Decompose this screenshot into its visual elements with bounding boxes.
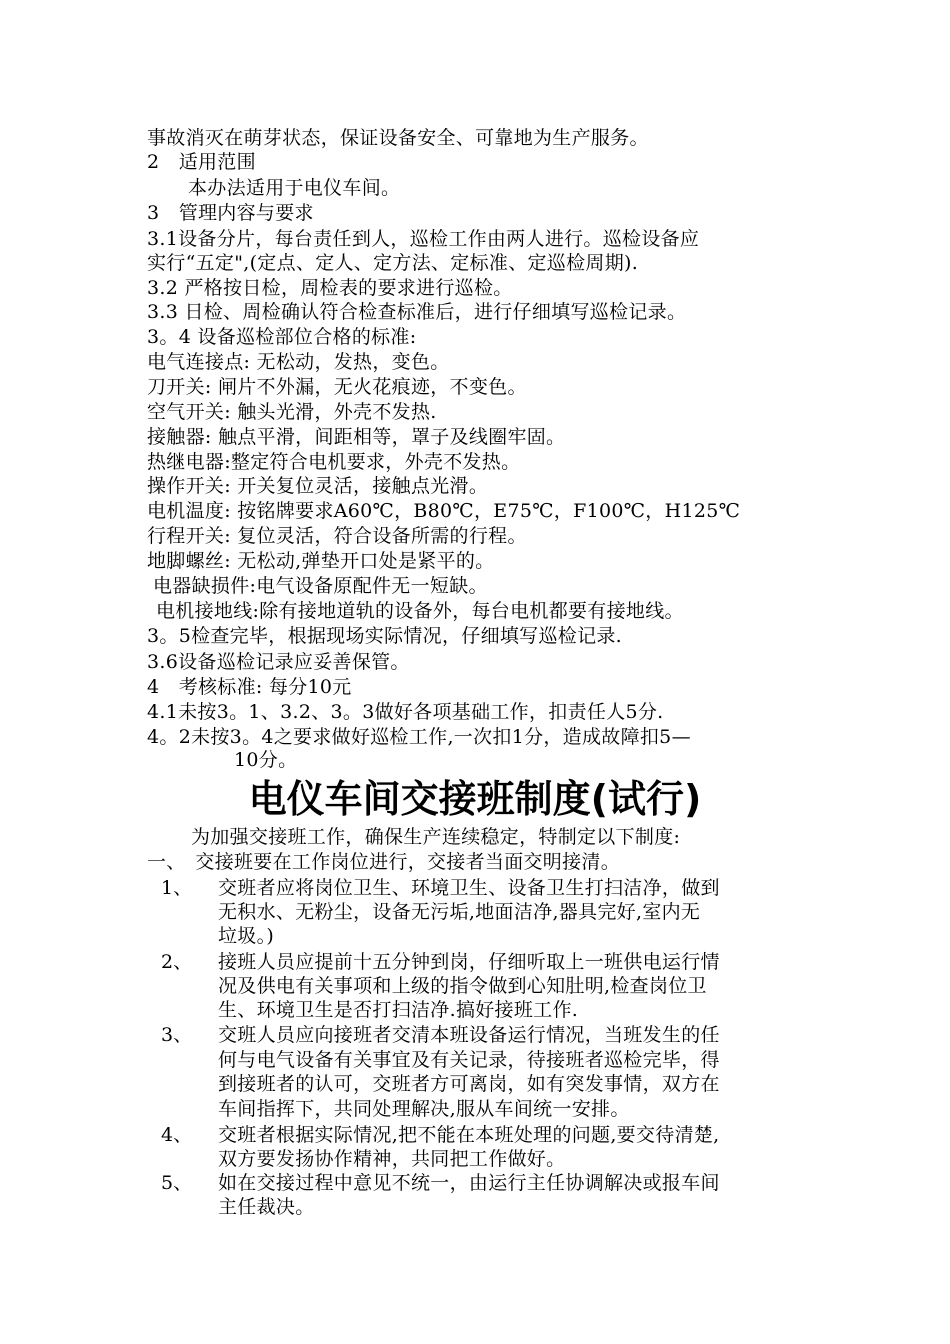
item-number: 2、 bbox=[161, 951, 193, 973]
text-line: 3.3 日检、周检确认符合检查标准后，进行仔细填写巡检记录。 bbox=[147, 301, 687, 323]
item-line: 到接班者的认可，交班者方可离岗，如有突发事情，双方在 bbox=[218, 1073, 720, 1095]
item-line: 双方要发扬协作精神，共同把工作做好。 bbox=[218, 1148, 566, 1170]
text-line: 3。5检查完毕，根据现场实际情况，仔细填写巡检记录. bbox=[147, 625, 623, 647]
text-line: 3.1设备分片，每台责任到人，巡检工作由两人进行。巡检设备应 bbox=[147, 228, 700, 250]
item-number: 1、 bbox=[161, 877, 193, 899]
text-line: 3。4 设备巡检部位合格的标准: bbox=[147, 326, 417, 348]
text-line: 刀开关: 闸片不外漏，无火花痕迹，不变色。 bbox=[147, 376, 527, 398]
text-line: 行程开关: 复位灵活，符合设备所需的行程。 bbox=[147, 525, 527, 547]
item-line: 垃圾。) bbox=[218, 925, 275, 947]
text-line: 热继电器:整定符合电机要求，外壳不发热。 bbox=[147, 451, 521, 473]
text-line: 10分。 bbox=[234, 749, 298, 771]
section-heading: 4 考核标准: 每分10元 bbox=[147, 676, 352, 698]
intro-paragraph: 为加强交接班工作，确保生产连续稳定，特制定以下制度: bbox=[191, 826, 681, 848]
item-line: 交班者根据实际情况,把不能在本班处理的问题,要交待清楚, bbox=[218, 1124, 720, 1146]
text-line: 本办法适用于电仪车间。 bbox=[188, 177, 401, 199]
item-line: 况及供电有关事项和上级的指令做到心知肚明,检查岗位卫 bbox=[218, 975, 707, 997]
item-line: 何与电气设备有关事宜及有关记录，待接班者巡检完毕，得 bbox=[218, 1049, 720, 1071]
text-line: 接触器: 触点平滑，间距相等，罩子及线圈牢固。 bbox=[147, 426, 566, 448]
text-line: 3.2 严格按日检，周检表的要求进行巡检。 bbox=[147, 277, 513, 299]
item-line: 接班人员应提前十五分钟到岗，仔细听取上一班供电运行情 bbox=[218, 951, 720, 973]
text-line: 地脚螺丝: 无松动,弹垫开口处是紧平的。 bbox=[147, 550, 495, 572]
item-number: 5、 bbox=[161, 1172, 193, 1194]
rule-heading: 一、 交接班要在工作岗位进行，交接者当面交明接清。 bbox=[147, 851, 621, 873]
item-line: 车间指挥下，共同处理解决,服从车间统一安排。 bbox=[218, 1098, 630, 1120]
text-line: 实行“五定",(定点、定人、定方法、定标准、定巡检周期). bbox=[147, 252, 639, 274]
text-line: 操作开关: 开关复位灵活，接触点光滑。 bbox=[147, 475, 489, 497]
item-line: 主任裁决。 bbox=[218, 1196, 315, 1218]
text-line: 电器缺损件:电气设备原配件无一短缺。 bbox=[153, 575, 488, 597]
item-line: 交班者应将岗位卫生、环境卫生、设备卫生打扫洁净，做到 bbox=[218, 877, 720, 899]
item-line: 如在交接过程中意见不统一，由运行主任协调解决或报车间 bbox=[218, 1172, 720, 1194]
section-heading: 2 适用范围 bbox=[147, 151, 256, 173]
text-line: 3.6设备巡检记录应妥善保管。 bbox=[147, 651, 410, 673]
section-heading: 3 管理内容与要求 bbox=[147, 202, 314, 224]
document-title: 电仪车间交接班制度(试行) bbox=[248, 777, 702, 821]
text-line: 空气开关: 触头光滑，外壳不发热. bbox=[147, 401, 437, 423]
item-line: 交班人员应向接班者交清本班设备运行情况，当班发生的任 bbox=[218, 1024, 720, 1046]
item-line: 无积水、无粉尘，设备无污垢,地面洁净,器具完好,室内无 bbox=[218, 901, 701, 923]
item-number: 4、 bbox=[161, 1124, 193, 1146]
text-line: 电机温度: 按铭牌要求A60℃，B80℃，E75℃，F100℃，H125℃ bbox=[147, 500, 741, 522]
text-line: 4。2未按3。4之要求做好巡检工作,一次扣1分，造成故障扣5— bbox=[147, 726, 691, 748]
text-line: 事故消灭在萌芽状态，保证设备安全、可靠地为生产服务。 bbox=[147, 127, 649, 149]
item-number: 3、 bbox=[161, 1024, 193, 1046]
text-line: 电机接地线:除有接地道轨的设备外，每台电机都要有接地线。 bbox=[156, 600, 684, 622]
text-line: 电气连接点: 无松动，发热，变色。 bbox=[147, 351, 450, 373]
item-line: 生、环境卫生是否打扫洁净.搞好接班工作. bbox=[218, 999, 579, 1021]
text-line: 4.1未按3。1、3.2、3。3做好各项基础工作，扣责任人5分. bbox=[147, 701, 664, 723]
